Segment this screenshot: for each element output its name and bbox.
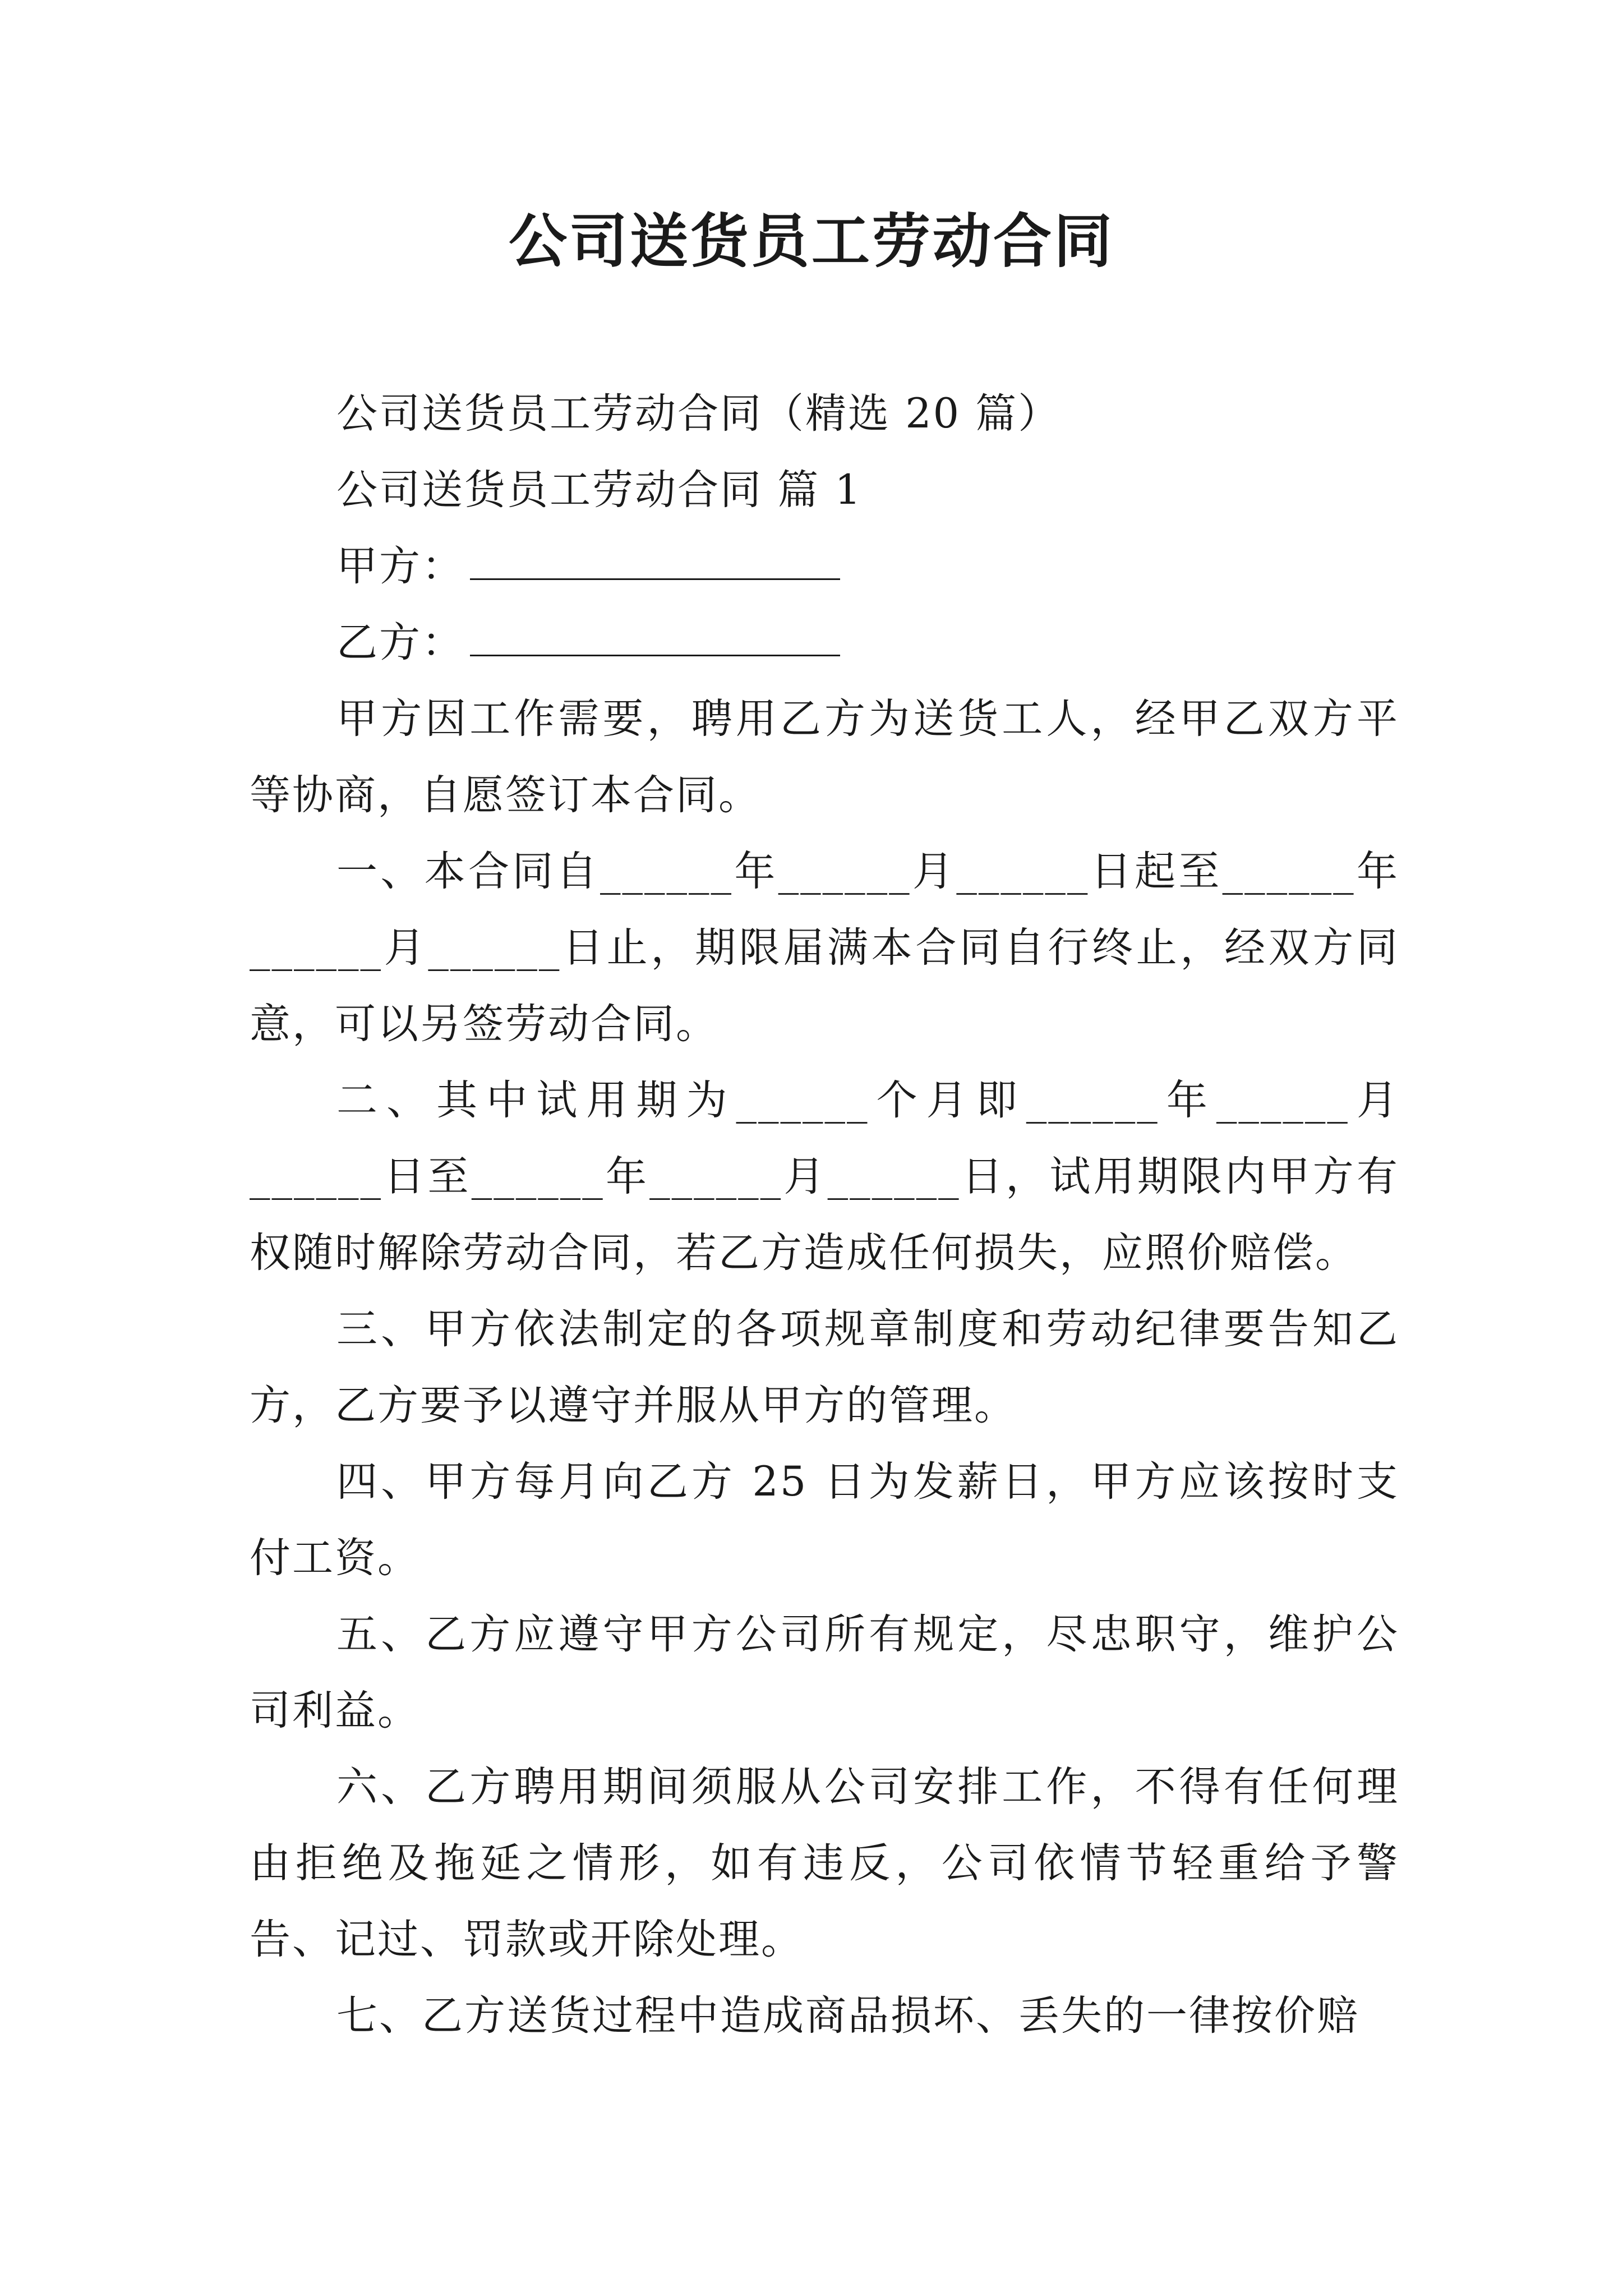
party-a-label: 甲方：	[336, 542, 464, 590]
document-subtitle: 公司送货员工劳动合同（精选 20 篇）	[336, 390, 1061, 438]
party-b-label: 乙方：	[336, 619, 464, 666]
document-title: 公司送货员工劳动合同	[508, 207, 1114, 275]
paragraph-intro: 甲方因工作需要，聘用乙方为送货工人，经甲乙双方平等协商，自愿签订本合同。	[250, 695, 1399, 819]
clause-4: 四、甲方每月向乙方 25 日为发薪日，甲方应该按时支付工资。	[250, 1458, 1399, 1582]
clause-7: 七、乙方送货过程中造成商品损坏、丢失的一律按价赔	[336, 1992, 1359, 2040]
clause-2: 二、其中试用期为______个月即______年______月______日至______年______月______日，试用期限内甲方有权随时解除劳动合同，若乙方造成任何损失，应照价赔偿。	[250, 1076, 1399, 1277]
party-a-line	[250, 528, 1399, 605]
party-b-blank	[470, 621, 840, 656]
party-a-blank	[470, 545, 840, 580]
clause-6: 六、乙方聘用期间须服从公司安排工作，不得有任何理由拒绝及拖延之情形，如有违反，公司依情节轻重给予警告、记过、罚款或开除处理。	[250, 1763, 1399, 1963]
section-heading: 公司送货员工劳动合同 篇 1	[336, 466, 863, 514]
clause-1: 一、本合同自______年______月______日起至______年______月______日止，期限届满本合同自行终止，经双方同意，可以另签劳动合同。	[250, 848, 1399, 1048]
document-body	[250, 376, 1399, 2054]
party-b-line	[250, 605, 1399, 681]
clause-5: 五、乙方应遵守甲方公司所有规定，尽忠职守，维护公司利益。	[250, 1611, 1399, 1734]
clause-3: 三、甲方依法制定的各项规章制度和劳动纪律要告知乙方，乙方要予以遵守并服从甲方的管理。	[250, 1305, 1399, 1429]
